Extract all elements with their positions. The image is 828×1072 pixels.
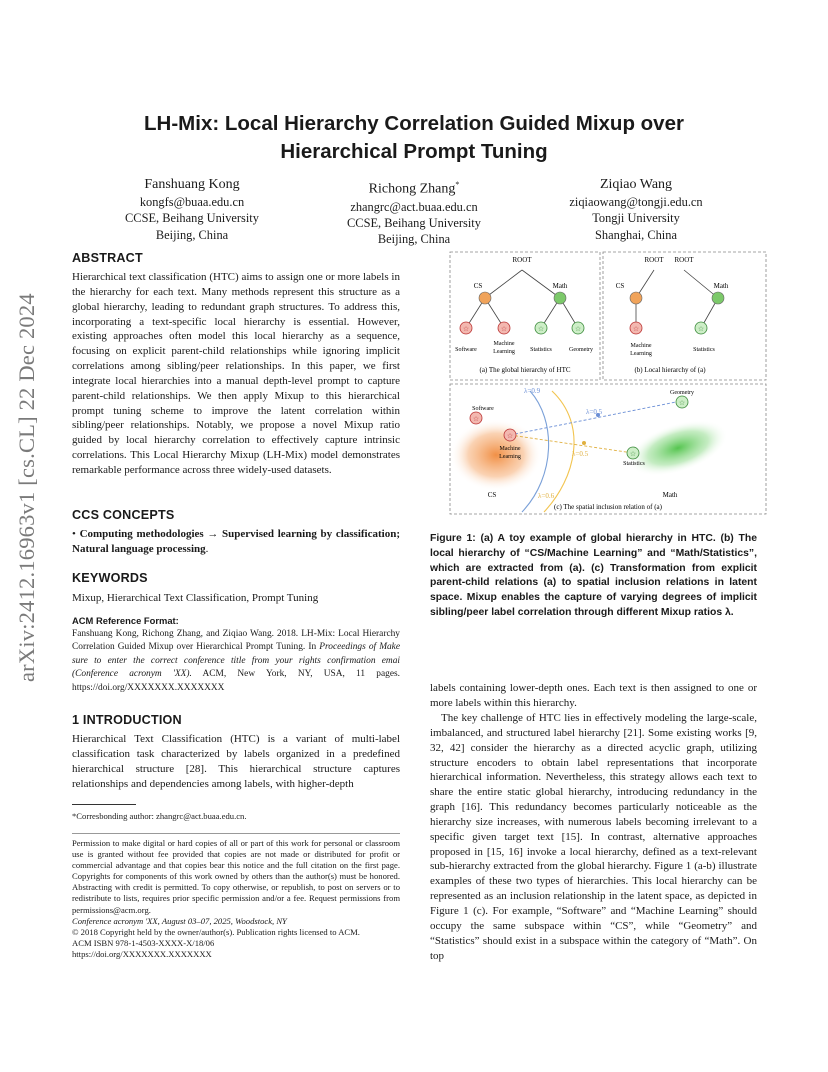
ccs-text: • Computing methodologies → Supervised learning by classification; Natural language processing. [72,528,400,555]
corresponding-mark: * [455,180,460,189]
ml-label-1: Machine [493,341,515,347]
math-region [621,409,735,487]
isbn-line: ACM ISBN 978-1-4503-XXXX-X/18/06 [72,938,215,949]
keywords-heading: KEYWORDS [72,571,148,585]
global-hierarchy-tree [455,256,593,374]
ccs-concepts: Computing methodologies → Supervised learning by classification; Natural language processing [72,528,400,555]
ml-label-b1: Machine [630,343,652,349]
author-location: Shanghai, China [595,227,677,242]
author-location: Beijing, China [377,232,451,247]
permission-notice: Permission to make digital or hard copies of all or part of this work for personal or classroom use is granted without fee provided that copies are not made or distributed for profit or commercial advantage and that copies bear this notice and the full citation on the first page. Copyrights for components of this work owned by others than the author(s) must be honored. Abstracting with credit is permitted. To copy otherwise, or republish, to post on servers or to redistribute to lists, requires prior specific permission and/or a fee. Request permissions from permissions@acm.org. [72,838,400,915]
author-name: Ziqiao Wang [599,177,673,192]
ml-label-b2: Learning [630,351,652,357]
author-block [92,176,292,243]
svg-text:☆: ☆ [697,325,705,333]
root-label-b1: ROOT [644,256,664,264]
acm-ref-text: Fanshuang Kong, Richong Zhang, and Ziqiao Wang. 2018. LH-Mix: Local Hierarchy Correlation Guided Mixup over Hierarchical Prompt Tuning. In Proceedings of Make sure to enter the correct conference title from your rights confirmation emai (Conference acronym 'XX). ACM, New York, NY, USA, 11 pages. https://doi.org/XXXXXXX.XXXXXXX [72,629,401,693]
svg-text:☆: ☆ [537,325,545,333]
intro-para-3: The key challenge of HTC lies in effectively modeling the large-scale, imbalanced, and structured label hierarchy [21]. Some existing works [9, 32, 42] consider the hierarchy as a directed acyclic graph, utilizing structure encoders to obtain label representations that incorporate hierarchical information. Nevertheless, this strategy allows each text to share the entire static global hierarchy, introducing redundancy in the graph [16]. This redundancy becomes particularly noticeable as the hierarchy size increases, with numerous labels becoming irrelevant to a specific given target text [15]. In contrast, alternative approaches proposed in [15, 16] invoke a local hierarchy, defined as a text-relevant sub-hierarchy extracted from the global hierarchy. Figure 1 (a-b) illustrate examples of these two types of hierarchies. This local hierarchy can be represented as an inclusion relationship in the latent space, as depicted in Figure 1 (c). For example, “Software” and “Machine Learning” should occupy the same subspace within “CS”, while “Geometry” and “Statistics” should exist in a subspace within the category of “Math”. On top [430,712,757,962]
ml-label-2: Learning [493,349,515,355]
subcaption-c: (c) The spatial inclusion relation of (a) [554,503,662,511]
author-email: zhangrc@act.buaa.edu.cn [350,199,478,214]
abstract-text: Hierarchical text classification (HTC) aims to assign one or more labels in the hierarchy for each text. Many methods represent this structure as a global hierarchy, leading to redundant graph structures. To address this, incorporating a text-specific local hierarchy is essential. However, existing approaches often model this local hierarchy as a sequence, focusing on explicit parent-child relationships while ignoring implicit correlations among sibling/peer relationships. In this paper, we first integrate local hierarchies into a manual depth-level prompt to capture parent-child relationships. We then apply Mixup to this hierarchical prompt tuning scheme to improve the latent correlation within sibling/peer relationships. Notably, we propose a novel Mixup ratio guided by local hierarchy correlation to effectively capture intrinsic correlations. This Local Hierarchy Mixup (LH-Mix) model demonstrates remarkable performance across three widely-used datasets. [72,271,400,476]
abstract-heading: ABSTRACT [72,251,143,265]
svg-text:☆: ☆ [472,415,480,423]
author-affiliation: CCSE, Beihang University [125,211,259,226]
ccs-bullet: • [72,528,76,540]
lambda-05-blue-label: λ=0.5 [586,408,603,416]
cs-label: CS [473,282,483,290]
subcaption-a: (a) The global hierarchy of HTC [479,366,571,374]
statistics-label-b: Statistics [693,347,715,353]
math-region-label: Math [662,491,678,499]
doi-line: https://doi.org/XXXXXXX.XXXXXXX [72,949,212,960]
keywords-text: Mixup, Hierarchical Text Classification, Prompt Tuning [72,592,319,604]
lambda-09-label: λ=0.9 [524,387,541,395]
local-hierarchy-tree [616,256,729,374]
title-line-2: Hierarchical Prompt Tuning [280,140,548,163]
paper-title [80,110,748,166]
author-location: Beijing, China [155,227,229,242]
svg-text:☆: ☆ [632,325,640,333]
root-label: ROOT [512,256,532,264]
author-affiliation: Tongji University [592,211,680,226]
lambda-05-yellow-label: λ=0.5 [572,450,589,458]
author-email: ziqiaowang@tongji.edu.cn [569,195,703,209]
author-name: Richong Zhang* [368,180,460,197]
figure-1 [448,250,768,518]
ml-label-c2: Learning [499,454,521,460]
latent-space-diagram [450,387,735,512]
software-label-c: Software [472,406,494,412]
subcaption-b: (b) Local hierarchy of (a) [634,366,706,374]
footnote-rule [72,804,136,805]
math-label: Math [552,282,568,290]
svg-text:☆: ☆ [678,399,686,407]
geometry-label: Geometry [569,347,593,353]
svg-text:☆: ☆ [500,325,508,333]
geometry-label-c: Geometry [670,390,694,396]
author-affiliation: CCSE, Beihang University [347,215,481,230]
panel-b-border [603,252,766,380]
ccs-heading: CCS CONCEPTS [72,508,175,522]
author-name: Fanshuang Kong [144,177,240,192]
svg-text:☆: ☆ [506,432,514,440]
permission-rule [72,833,400,834]
math-label-b: Math [713,282,729,290]
publication-info [72,916,400,960]
svg-text:☆: ☆ [462,325,470,333]
figure-caption: Figure 1: (a) A toy example of global hierarchy in HTC. (b) The local hierarchy of “CS/Machine Learning” and “Math/Statistics”, which are extracted from (a). (c) Transformation from explicit parent-child relations (a) to spatial inclusion relations in latent space. Mixup enables the capture of varying degrees of implicit sibling/peer label correlation through different Mixup ratios λ. [430,533,757,618]
svg-text:☆: ☆ [574,325,582,333]
author-block [536,176,736,243]
cs-label-b: CS [615,282,625,290]
arxiv-identifier: arXiv:2412.16963v1 [cs.CL] 22 Dec 2024 [14,293,39,682]
conference-line: Conference acronym 'XX, August 03–07, 2025, Woodstock, NY [72,916,287,926]
acm-ref-heading: ACM Reference Format: [72,615,179,626]
mix-line-1 [510,402,676,435]
svg-text:☆: ☆ [629,450,637,458]
math-node [554,292,566,304]
author-block [314,176,514,248]
title-line-1: LH-Mix: Local Hierarchy Correlation Guided Mixup over [144,112,684,135]
intro-para-1: Hierarchical Text Classification (HTC) is a variant of multi-label classification task characterized by labels organized in a predefined hierarchical structure [28]. This hierarchical structure captures relationships and dependencies among labels, with higher-depth [72,733,400,790]
panel-a-border [450,252,600,380]
statistics-label-c: Statistics [623,461,645,467]
footnote: *Corresbonding author: zhangrc@act.buaa.edu.cn. [72,811,247,821]
lambda-06-label: λ=0.6 [538,492,555,500]
statistics-label: Statistics [530,347,552,353]
cs-node [479,292,491,304]
cs-region [450,419,542,491]
cs-region-label: CS [487,491,497,499]
intro-heading: 1 INTRODUCTION [72,713,182,727]
software-label: Software [455,347,477,353]
copyright-line: © 2018 Copyright held by the owner/author(s). Publication rights licensed to ACM. [72,927,360,938]
ml-label-c1: Machine [499,446,521,452]
author-email: kongfs@buaa.edu.cn [139,195,245,209]
intro-para-2: labels containing lower-depth ones. Each text is then assigned to one or more labels within this hierarchy. [430,682,757,709]
root-label-b2: ROOT [674,256,694,264]
